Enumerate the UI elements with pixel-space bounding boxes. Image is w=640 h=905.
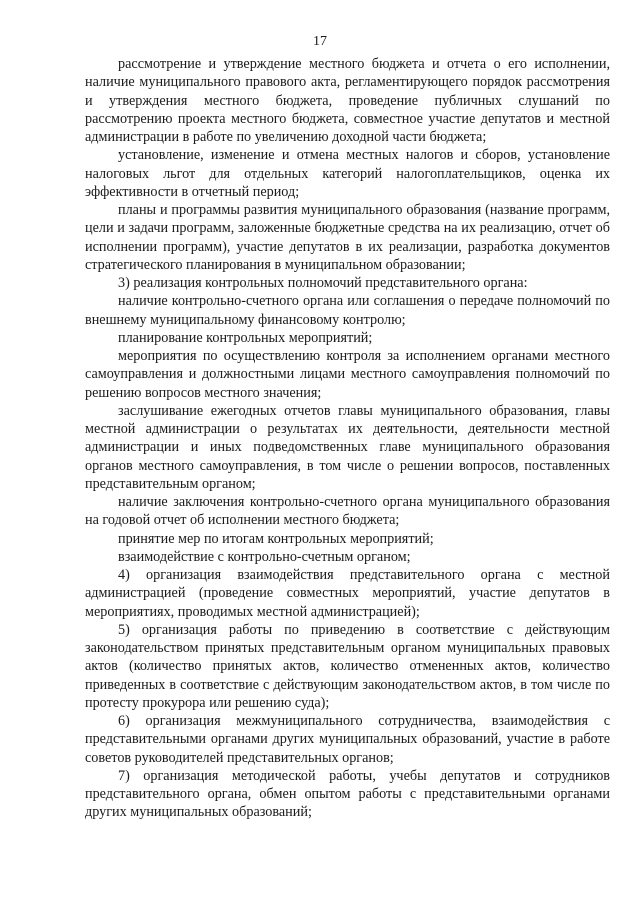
document-body — [85, 55, 610, 822]
paragraph-control-measures: мероприятия по осуществлению контроля за исполнением органами местного самоуправления и должностными лицами местного самоуправления полномочий по решению вопросов местного значения; — [85, 348, 610, 401]
paragraph-budget-review: рассмотрение и утверждение местного бюджета и отчета о его исполнении, наличие муниципального правового акта, регламентирующего порядок рассмотрения и утверждения местного бюджета, проведение публичных слушаний по рассмотрению проекта местного бюджета, совместное участие депутатов и местной администрации в работе по увеличению доходной части бюджета; — [85, 56, 610, 145]
paragraph-follow-up-measures: принятие мер по итогам контрольных мероприятий; — [118, 530, 434, 547]
paragraph-local-taxes: установление, изменение и отмена местных налогов и сборов, установление налоговых льгот для отдельных категорий налогоплательщиков, оценка их эффективности в отчетный период; — [85, 147, 610, 200]
paragraph-annual-reports: заслушивание ежегодных отчетов главы муниципального образования, главы местной администрации о результатах их деятельности, деятельности местной администрации и иных подведомственных главе муниципального образования органов местного самоуправления, в том числе о решении вопросов, поставленных представительным органом; — [85, 402, 610, 492]
paragraph-control-planning: планирование контрольных мероприятий; — [118, 329, 373, 346]
paragraph-development-programs: планы и программы развития муниципального образования (название программ, цели и задачи программ, заложенные бюджетные средства на их реализацию, отчет об исполнении программ), участие депутатов в их реализации, разработка документов стратегического планирования в муниципальном образовании; — [85, 202, 610, 273]
paragraph-administration-interaction: 4) организация взаимодействия представительного органа с местной администрацией (проведение совместных мероприятий, участие депутатов в мероприятиях, проводимых местной администрацией); — [85, 567, 610, 620]
paragraph-audit-body: наличие контрольно-счетного органа или соглашения о передаче полномочий по внешнему муниципальному финансовому контролю; — [85, 293, 610, 328]
paragraph-intermunicipal-cooperation: 6) организация межмуниципального сотрудничества, взаимодействия с представительными органами других муниципальных образований, участие в работе советов руководителей представительных органов; — [85, 713, 610, 766]
page-number: 17 — [313, 34, 327, 49]
paragraph-audit-interaction: взаимодействие с контрольно-счетным органом; — [118, 548, 411, 565]
paragraph-methodical-work: 7) организация методической работы, учебы депутатов и сотрудников представительного органа, обмен опытом работы с представительными органами других муниципальных образований; — [85, 767, 610, 821]
paragraph-legal-acts-compliance: 5) организация работы по приведению в соответствие с действующим законодательством принятых представительным органом муниципальных правовых актов (количество принятых актов, количество отмененных актов, количество приведенных в соответствие с действующим законодательством актов, в том числе по протесту прокурора или решению суда); — [85, 621, 610, 711]
paragraph-control-powers: 3) реализация контрольных полномочий представительного органа: — [118, 275, 528, 291]
paragraph-audit-conclusion: наличие заключения контрольно-счетного органа муниципального образования на годовой отчет об исполнении местного бюджета; — [85, 494, 610, 529]
